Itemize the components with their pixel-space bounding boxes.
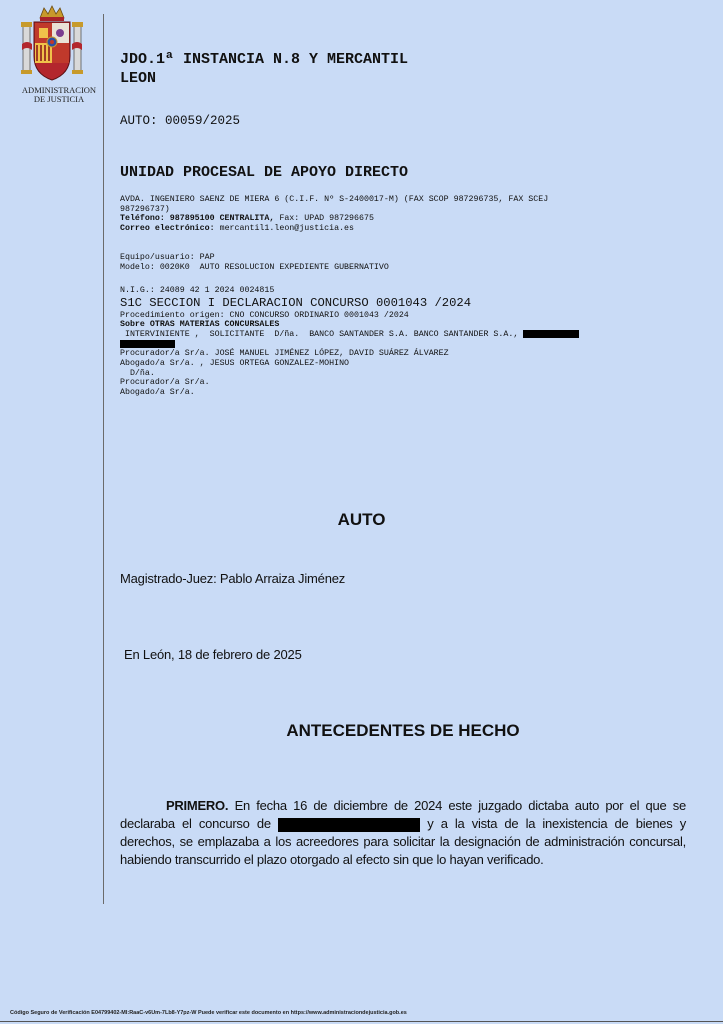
organization-label bbox=[14, 86, 104, 104]
org-line-2: DE JUSTICIA bbox=[33, 94, 85, 104]
auto-heading: AUTO bbox=[337, 510, 386, 529]
email-label: Correo electrónico: bbox=[120, 223, 215, 233]
footer-rule bbox=[0, 1021, 723, 1022]
dna-line: D/ña. bbox=[120, 368, 155, 378]
section-line: S1C SECCION I DECLARACION CONCURSO 0001043 /2024 bbox=[120, 295, 472, 310]
primero-paragraph bbox=[120, 797, 686, 869]
court-name-line-2: LEON bbox=[120, 70, 157, 87]
phone-label: Teléfono: 987895100 CENTRALITA, bbox=[120, 214, 275, 224]
redaction-bar bbox=[523, 330, 579, 338]
primero-text-2: y a la vista de la inexistencia de bienes y derechos, se emplazaba a los acreedores para solicitar la designación de administración concursal, habiendo transcurrido el plazo otorgado al efecto sin que lo hayan verificado. bbox=[120, 816, 687, 867]
verification-footer: Código Seguro de Verificación E04799402-MI:RaaC-v6Um-7Lb8-Y7pz-W Puede verificar este documento en https://www.administraciondejusticia.gob.es bbox=[10, 1010, 407, 1016]
contact-block bbox=[120, 195, 690, 233]
redaction-bar bbox=[278, 818, 420, 832]
auto-number: AUTO: 00059/2025 bbox=[120, 114, 241, 128]
abogado-line: Abogado/a Sr/a. , JESUS ORTEGA GONZALEZ-MOHINO bbox=[120, 358, 350, 368]
magistrate-line: Magistrado-Juez: Pablo Arraiza Jiménez bbox=[120, 571, 346, 586]
subject-text: Sobre OTRAS MATERIAS CONCURSALES bbox=[120, 320, 280, 330]
address-line-2: 987296737) bbox=[120, 204, 170, 214]
antecedentes-heading: ANTECEDENTES DE HECHO bbox=[286, 721, 520, 740]
email-line bbox=[120, 224, 690, 234]
court-name bbox=[120, 50, 680, 88]
parties-line bbox=[120, 330, 690, 340]
redaction-bar bbox=[120, 340, 175, 348]
abogado-line-2: Abogado/a Sr/a. bbox=[120, 387, 195, 397]
unit-title: UNIDAD PROCESAL DE APOYO DIRECTO bbox=[120, 164, 409, 181]
user-line: Equipo/usuario: PAP bbox=[120, 253, 215, 262]
subject-line bbox=[120, 320, 690, 330]
primero-text-1: En fecha 16 de diciembre de 2024 este juzgado dictaba auto por el que se declaraba el concurso de bbox=[120, 798, 686, 831]
date-line: En León, 18 de febrero de 2025 bbox=[124, 647, 302, 662]
procurador-line-2: Procurador/a Sr/a. bbox=[120, 378, 210, 388]
origin-line: Procedimiento origen: CNO CONCURSO ORDINARIO 0001043 /2024 bbox=[120, 310, 409, 320]
equipment-block bbox=[120, 253, 690, 272]
margin-rule bbox=[103, 14, 104, 904]
phone-line bbox=[120, 214, 690, 224]
primero-label: PRIMERO. bbox=[166, 798, 229, 813]
case-block bbox=[120, 286, 690, 397]
fax-value: Fax: UPAD 987296675 bbox=[274, 214, 374, 224]
coat-of-arms-icon bbox=[20, 4, 84, 84]
model-line: Modelo: 0020K0 AUTO RESOLUCION EXPEDIENTE GUBERNATIVO bbox=[120, 262, 389, 272]
email-value: mercantil1.leon@justicia.es bbox=[214, 223, 355, 233]
parties-line-2 bbox=[120, 340, 690, 350]
address-line-1: AVDA. INGENIERO SAENZ DE MIERA 6 (C.I.F. Nº S-2400017-M) (FAX SCOP 987296735, FAX SCEJ bbox=[120, 195, 549, 204]
org-line-1: ADMINISTRACION bbox=[21, 85, 97, 95]
procurador-line: Procurador/a Sr/a. JOSÉ MANUEL JIMÉNEZ LÓPEZ, DAVID SUÁREZ ÁLVAREZ bbox=[120, 349, 449, 359]
parties-text: INTERVINIENTE , SOLICITANTE D/ña. BANCO SANTANDER S.A. BANCO SANTANDER S.A., bbox=[120, 329, 524, 339]
court-name-line-1: JDO.1ª INSTANCIA N.8 Y MERCANTIL bbox=[120, 51, 409, 68]
nig-line: N.I.G.: 24089 42 1 2024 0024815 bbox=[120, 286, 275, 295]
